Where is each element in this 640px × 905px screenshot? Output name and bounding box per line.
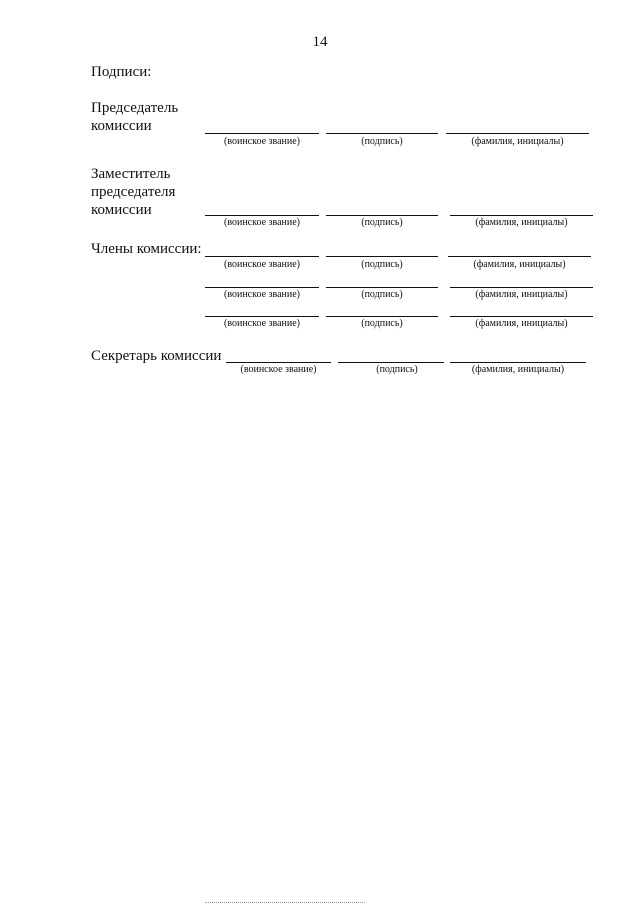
member-1-name-line [448, 256, 591, 257]
member-1-rank-line [205, 256, 319, 257]
members-label: Члены комиссии: [91, 241, 202, 257]
secretary-rank-caption: (воинское звание) [240, 364, 317, 375]
deputy-name-caption: (фамилия, инициалы) [475, 217, 568, 228]
secretary-name-caption: (фамилия, инициалы) [471, 364, 565, 375]
chairman-signature-line [326, 133, 438, 134]
deputy-label-line: комиссии [91, 202, 152, 218]
member-2-name-caption: (фамилия, инициалы) [475, 289, 568, 300]
member-3-signature-caption: (подпись) [361, 318, 403, 329]
member-2-rank-line [205, 287, 319, 288]
chairman-rank-caption: (воинское звание) [224, 136, 300, 147]
member-3-rank-line [205, 316, 319, 317]
chairman-signature-caption: (подпись) [361, 136, 403, 147]
member-2-signature-caption: (подпись) [361, 289, 403, 300]
deputy-signature-line [326, 215, 438, 216]
member-1-rank-caption: (воинское звание) [224, 259, 300, 270]
member-1-signature-caption: (подпись) [361, 259, 403, 270]
deputy-label-line: председателя [91, 184, 176, 200]
chairman-label-line: Председатель [91, 100, 179, 116]
member-3-name-line [450, 316, 593, 317]
member-2-name-line [450, 287, 593, 288]
member-2-signature-line [326, 287, 438, 288]
secretary-rank-line [226, 362, 331, 363]
chairman-name-caption: (фамилия, инициалы) [471, 136, 564, 147]
secretary-name-line [450, 362, 586, 363]
chairman-name-line [446, 133, 589, 134]
member-1-signature-line [326, 256, 438, 257]
deputy-signature-caption: (подпись) [361, 217, 403, 228]
chairman-label [91, 99, 178, 135]
deputy-rank-caption: (воинское звание) [224, 217, 300, 228]
scan-edge-artifact [205, 902, 365, 903]
chairman-label-line: комиссии [91, 118, 152, 134]
member-2-rank-caption: (воинское звание) [224, 289, 300, 300]
secretary-signature-line [338, 362, 444, 363]
secretary-signature-caption: (подпись) [376, 364, 418, 375]
chairman-rank-line [205, 133, 319, 134]
deputy-rank-line [205, 215, 319, 216]
deputy-label [91, 165, 175, 219]
member-3-name-caption: (фамилия, инициалы) [475, 318, 568, 329]
deputy-name-line [450, 215, 593, 216]
secretary-label: Секретарь комиссии [91, 348, 222, 364]
page-number: 14 [312, 34, 328, 50]
member-3-rank-caption: (воинское звание) [224, 318, 300, 329]
member-3-signature-line [326, 316, 438, 317]
member-1-name-caption: (фамилия, инициалы) [473, 259, 566, 270]
signatures-heading: Подписи: [91, 64, 152, 80]
deputy-label-line: Заместитель [91, 166, 171, 182]
